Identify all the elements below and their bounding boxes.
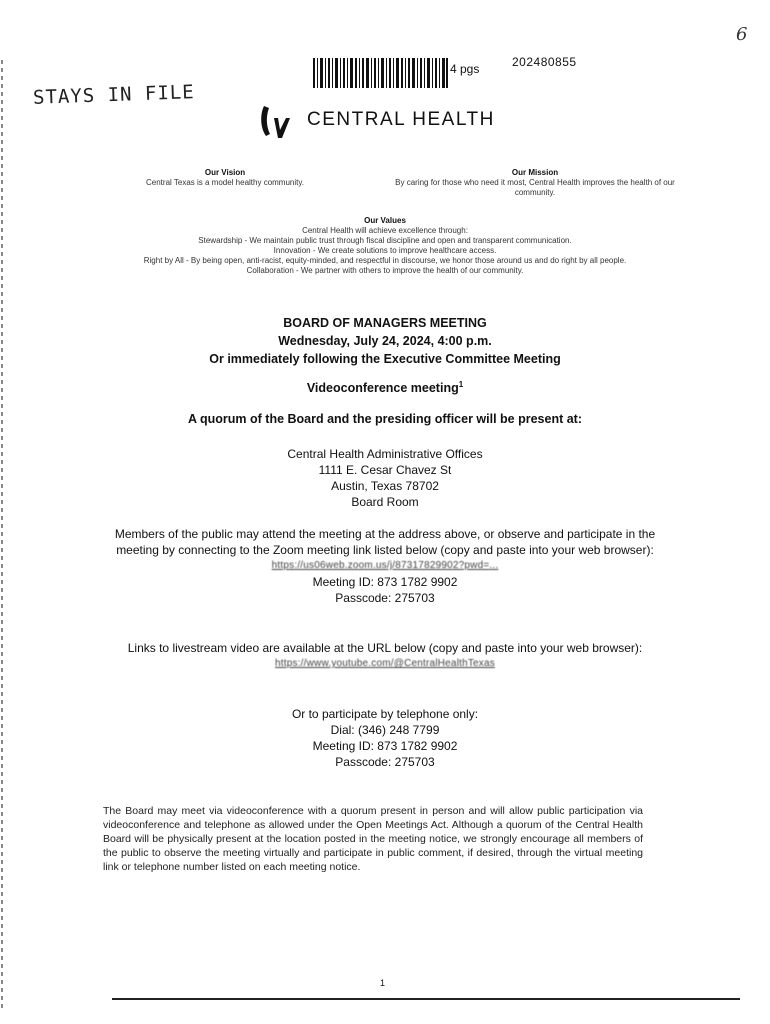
telephone-dial: Dial: (346) 248 7799 <box>330 723 440 737</box>
telephone-block <box>85 706 685 770</box>
quorum-statement: A quorum of the Board and the presiding officer will be present at: <box>187 412 582 426</box>
page-count: 4 pgs <box>450 62 480 76</box>
corner-handwritten-mark: 6 <box>736 24 748 45</box>
address-block <box>85 446 685 510</box>
videoconference-label <box>85 380 685 395</box>
mission-block <box>380 168 690 198</box>
telephone-meeting-id: Meeting ID: 873 1782 9902 <box>312 739 458 753</box>
telephone-intro: Or to participate by telephone only: <box>291 707 479 721</box>
address-line-1: Central Health Administrative Offices <box>287 447 483 461</box>
meeting-subtitle: Or immediately following the Executive Committee Meeting <box>209 352 561 366</box>
videoconference-text: Videoconference meeting <box>306 381 459 396</box>
values-line-collaboration: Collaboration - We partner with others to improve the health of our community. <box>246 266 524 275</box>
public-access-text: Members of the public may attend the meeting at the address above, or observe and participate in the meeting by connecting to the Zoom meeting link listed below (copy and paste into your web browser): <box>114 527 656 557</box>
meeting-title: BOARD OF MANAGERS MEETING <box>283 316 487 330</box>
footnote-marker: 1 <box>458 380 464 389</box>
values-block <box>30 216 740 276</box>
footer-rule <box>112 998 740 1000</box>
livestream-block <box>95 640 675 672</box>
meeting-title-block <box>85 314 685 368</box>
zoom-meeting-id: Meeting ID: 873 1782 9902 <box>312 575 458 589</box>
meeting-date: Wednesday, July 24, 2024, 4:00 p.m. <box>278 334 492 348</box>
central-health-logo-icon <box>258 104 298 140</box>
organization-name: CENTRAL HEALTH <box>307 109 495 130</box>
scan-edge-dashes <box>1 60 3 1010</box>
barcode-image <box>313 58 448 88</box>
page-number: 1 <box>380 978 386 988</box>
address-line-4: Board Room <box>351 495 419 509</box>
zoom-passcode: Passcode: 275703 <box>335 591 435 605</box>
address-line-2: 1111 E. Cesar Chavez St <box>318 463 452 477</box>
telephone-passcode: Passcode: 275703 <box>335 755 435 769</box>
footnote-paragraph: The Board may meet via videoconference with a quorum present in person and will allow public participation via videoconference and telephone as allowed under the Open Meetings Act. Although a quorum of the Central Health Board will be physically present at the location posted in the meeting notice, we strongly encourage all members of the public to observe the meeting virtually and participate in public comment, if desired, through the virtual meeting link or telephone number listed on each meeting notice. <box>103 805 643 873</box>
address-line-3: Austin, Texas 78702 <box>331 479 439 493</box>
values-intro: Central Health will achieve excellence through: <box>302 226 468 235</box>
livestream-text: Links to livestream video are available at the URL below (copy and paste into your web browser): <box>127 641 643 655</box>
public-access-block <box>100 526 670 606</box>
document-number: 202480855 <box>512 55 577 69</box>
livestream-link[interactable]: https://www.youtube.com/@CentralHealthTexas <box>275 658 495 669</box>
vision-heading: Our Vision <box>204 168 246 177</box>
vision-block <box>100 168 350 188</box>
zoom-link[interactable]: https://us06web.zoom.us/j/87317829902?pwd=... <box>271 560 499 571</box>
values-line-innovation: Innovation - We create solutions to improve healthcare access. <box>273 246 497 255</box>
values-heading: Our Values <box>364 216 406 225</box>
stays-in-file-stamp: STAYS IN FILE <box>32 81 196 109</box>
mission-heading: Our Mission <box>511 168 559 177</box>
values-line-right-by-all: Right by All - By being open, anti-racist, equity-minded, and respectful in discourse, we honor those around us and do right by all people. <box>143 256 627 265</box>
values-line-stewardship: Stewardship - We maintain public trust through fiscal discipline and open and transparent communication. <box>198 236 572 245</box>
vision-text: Central Texas is a model healthy community. <box>146 178 304 187</box>
mission-text: By caring for those who need it most, Central Health improves the health of our community. <box>395 178 675 197</box>
